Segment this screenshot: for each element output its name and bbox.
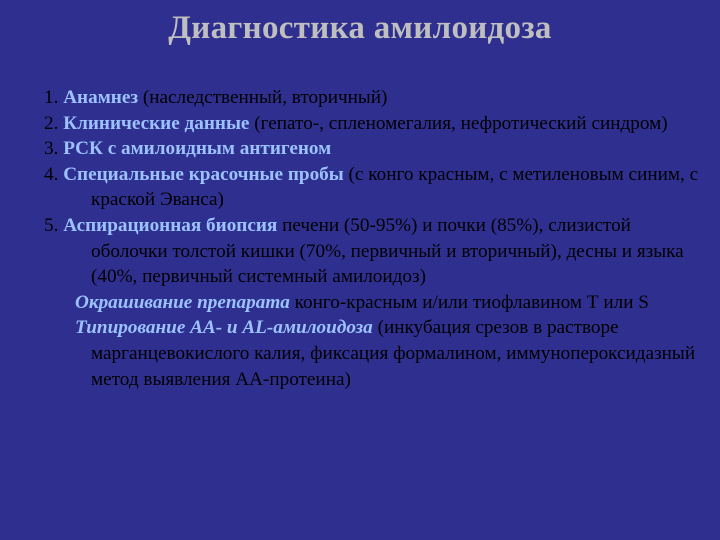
sub-item-highlight: Окрашивание препарата xyxy=(75,291,290,313)
item-text: (с конго красным, с метиленовым синим, с краской Эванса) xyxy=(91,163,699,211)
sub-item-text: конго-красным и/или тиофлавином Т или S xyxy=(289,291,649,313)
item-highlight: Аспирационная биопсия xyxy=(63,214,278,236)
item-highlight: Специальные красочные пробы xyxy=(63,163,344,185)
item-highlight: Клинические данные xyxy=(63,112,250,134)
item-number: 4. xyxy=(44,163,59,185)
item-text: (гепато-, спленомегалия, нефротический синдром) xyxy=(249,112,668,134)
item-number: 3. xyxy=(44,138,59,160)
slide-content xyxy=(44,85,704,392)
item-number: 1. xyxy=(44,87,59,108)
item-text: (наследственный, вторичный) xyxy=(138,87,388,108)
sub-item-text: (инкубация срезов в растворе марганцевокислого калия, фиксация формалином, иммунопероксидазный метод выявления АА-протеина) xyxy=(91,317,696,390)
sub-item-typing xyxy=(44,315,704,392)
list-item-3 xyxy=(44,136,704,162)
sub-item-staining xyxy=(44,290,704,316)
item-highlight: РСК с амилоидным антигеном xyxy=(63,138,332,160)
item-number: 2. xyxy=(44,112,59,134)
list-item-1 xyxy=(44,85,704,111)
item-highlight: Анамнез xyxy=(63,87,139,108)
list-item-2 xyxy=(44,111,704,137)
sub-item-highlight: Типирование АА- и AL-амилоидоза xyxy=(75,317,373,339)
item-text: печени (50-95%) и почки (85%), слизистой оболочки толстой кишки (70%, первичный и вторичный), десны и языка (40%, первичный системный амилоидоз) xyxy=(91,214,684,288)
item-number: 5. xyxy=(44,214,59,236)
list-item-4 xyxy=(44,162,704,213)
list-item-5 xyxy=(44,213,704,290)
slide-title: Диагностика амилоидоза xyxy=(168,10,552,46)
